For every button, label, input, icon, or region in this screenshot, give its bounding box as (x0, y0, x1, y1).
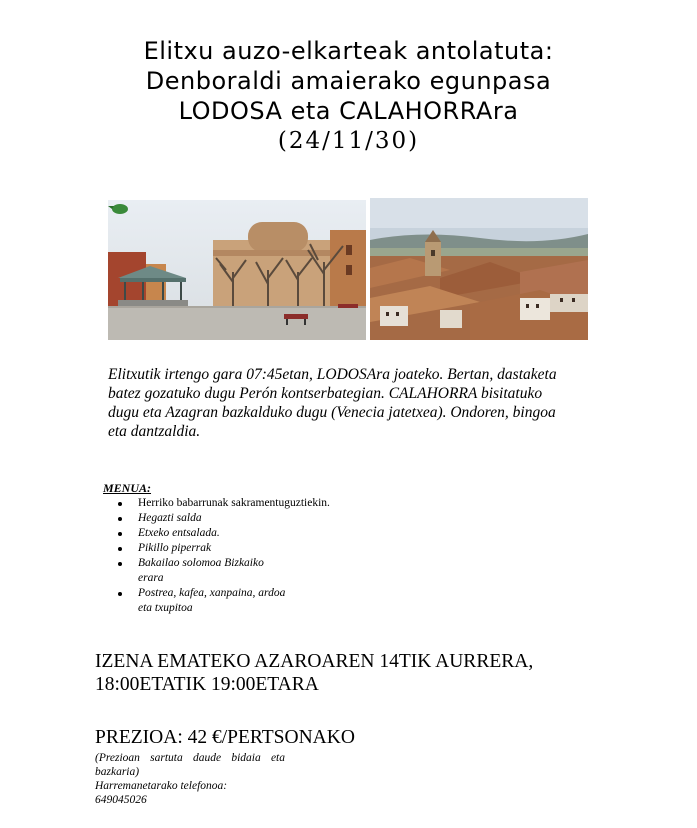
description-line: dugu eta Azagran bazkalduko dugu (Venecia jatetxea). Ondoren, bingoa (108, 404, 556, 421)
price-label: PREZIOA: 42 €/PERTSONAKO (95, 727, 355, 748)
menu-item: Postrea, kafea, xanpaina, ardoa eta txupitoa (118, 586, 288, 616)
menu-item: Herriko babarrunak sakramentuguztiekin. (118, 496, 388, 511)
menu-item: Bakailao solomoa Bizkaiko erara (118, 556, 288, 586)
menu-item: Pikillo piperrak (118, 541, 388, 556)
description-line: batez gozatuko dugu Perón kontserbategian. CALAHORRA bisitatuko (108, 385, 543, 402)
menu-item: Hegazti salda (118, 511, 388, 526)
flyer-title (0, 36, 697, 156)
price-note-block (95, 751, 295, 807)
title-line-event: Denboraldi amaierako egunpasa (145, 67, 552, 95)
trip-description (108, 365, 606, 441)
registration-hours: 18:00ETATIK 19:00ETARA (95, 674, 319, 695)
registration-dates: IZENA EMATEKO AZAROAREN 14TIK AURRERA, (95, 651, 534, 672)
title-line-organizer: Elitxu auzo-elkarteak antolatuta: (143, 37, 554, 65)
contact-label: Harremanetarako telefonoa: (95, 780, 228, 792)
lodosa-square-photo (108, 200, 366, 340)
description-line: Elitxutik irtengo gara 07:45etan, LODOSAra joateko. Bertan, dastaketa (108, 366, 557, 383)
menu-list (118, 496, 388, 616)
registration-info (95, 650, 655, 696)
title-line-destinations: LODOSA eta CALAHORRAra (178, 97, 519, 125)
title-date: (24/11/30) (277, 128, 420, 154)
menu-heading: MENUA: (103, 481, 152, 495)
description-line: eta dantzaldia. (108, 423, 201, 440)
calahorra-rooftops-photo (370, 198, 588, 340)
contact-phone: 649045026 (95, 794, 147, 806)
menu-item: Etxeko entsalada. (118, 526, 388, 541)
price-note: (Prezioan sartuta daude bidaia eta bazkaria) (95, 752, 285, 778)
